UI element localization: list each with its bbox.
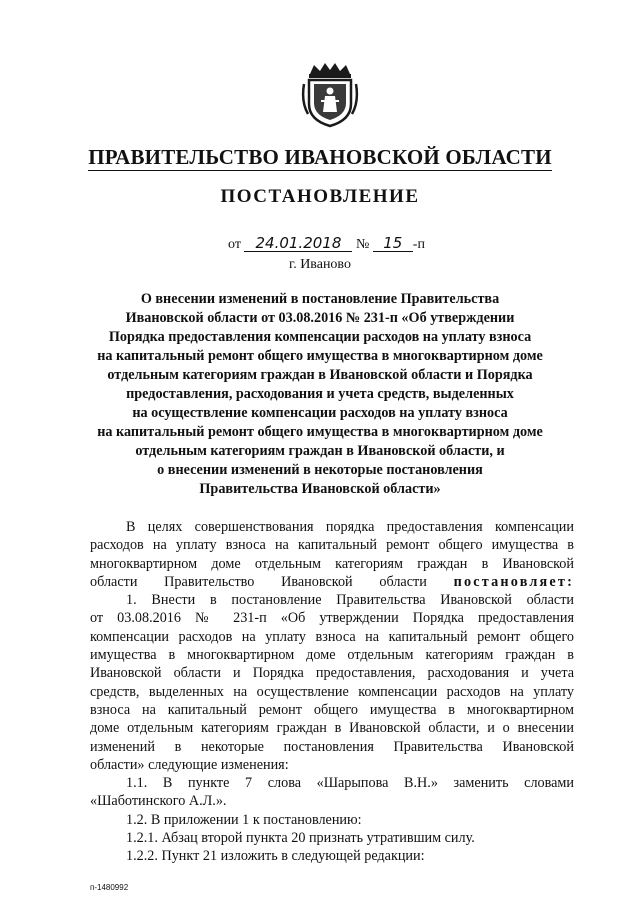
subject-line: О внесении изменений в постановление Правительства bbox=[140, 291, 500, 307]
body-line: 1.2.1. Абзац второй пункта 20 признать утратившим силу. bbox=[126, 830, 475, 847]
subject-line: на капитальный ремонт общего имущества в многоквартирном доме bbox=[97, 348, 543, 364]
document-code: п-1480992 bbox=[90, 883, 129, 892]
body-line: 1.2.2. Пункт 21 изложить в следующей редакции: bbox=[126, 848, 425, 865]
body-line: расходов на уплату взноса на капитальный ремонт общего имущества в bbox=[90, 537, 574, 554]
body-line: В целях совершенствования порядка предоставления компенсации bbox=[126, 519, 574, 535]
body-line: области» следующие изменения: bbox=[90, 756, 289, 773]
subject-line: Правительства Ивановской области» bbox=[199, 481, 441, 497]
subject-line: на капитальный ремонт общего имущества в многоквартирном доме bbox=[97, 424, 543, 440]
subject-line: Ивановской области от 03.08.2016 № 231-п «Об утверждении bbox=[125, 310, 515, 326]
government-name: ПРАВИТЕЛЬСТВО ИВАНОВСКОЙ ОБЛАСТИ bbox=[88, 145, 552, 169]
subject-line: на осуществление компенсации расходов на уплату взноса bbox=[132, 405, 508, 421]
body-line: 1. Внести в постановление Правительства Ивановской области bbox=[126, 592, 574, 609]
body-line bbox=[90, 573, 574, 591]
document-type-title: ПОСТАНОВЛЕНИЕ bbox=[220, 186, 420, 207]
city-name: г. Иваново bbox=[289, 257, 351, 272]
number-sign: № bbox=[355, 237, 370, 252]
body-line: доме отдельным категориям граждан в Ивановской области, и о внесении bbox=[90, 720, 574, 737]
body-line: от 03.08.2016 № 231-п «Об утверждении Порядка предоставления bbox=[90, 610, 574, 627]
subject-line: отдельным категориям граждан в Ивановской области, и bbox=[135, 443, 505, 459]
subject-line: о внесении изменений в некоторые постановления bbox=[157, 462, 483, 478]
body-line: многоквартирном доме отдельным категориям граждан в Ивановской bbox=[90, 555, 574, 572]
dateline bbox=[228, 236, 425, 253]
body-line: компенсации расходов на уплату взноса на капитальный ремонт общего bbox=[90, 628, 574, 645]
subject-line: отдельным категориям граждан в Ивановской области и Порядка bbox=[107, 367, 533, 383]
date-prefix: от bbox=[228, 237, 241, 252]
body-line: изменений в некоторые постановления Правительства Ивановской bbox=[90, 738, 574, 755]
preamble-text: области Правительство Ивановской области bbox=[90, 573, 454, 590]
document-subject bbox=[70, 290, 570, 499]
subject-line: предоставления, расходования и учета средств, выделенных bbox=[126, 386, 514, 402]
body-line: «Шаботинского А.Л.». bbox=[90, 793, 227, 810]
document-body bbox=[90, 518, 574, 866]
document-number: 15 bbox=[373, 236, 413, 252]
number-suffix: -п bbox=[412, 237, 425, 252]
body-line: имущества в многоквартирном доме отдельным категориям граждан в bbox=[90, 647, 574, 664]
document-date: 24.01.2018 bbox=[244, 236, 352, 252]
body-line: 1.1. В пункте 7 слова «Шарыпова В.Н.» заменить словами bbox=[126, 775, 574, 792]
body-line: средств, выделенных на осуществление компенсации расходов на уплату bbox=[90, 683, 574, 700]
body-line: взноса на капитальный ремонт общего имущества в многоквартирном bbox=[90, 701, 574, 718]
ivanovo-oblast-coat-of-arms-icon bbox=[300, 62, 360, 128]
subject-line: Порядка предоставления компенсации расходов на уплату взноса bbox=[108, 329, 532, 345]
resolution-keyword: постановляет: bbox=[453, 573, 574, 590]
body-line: 1.2. В приложении 1 к постановлению: bbox=[126, 811, 362, 828]
body-line: Ивановской области и Порядка предоставления, расходования и учета bbox=[90, 665, 574, 682]
